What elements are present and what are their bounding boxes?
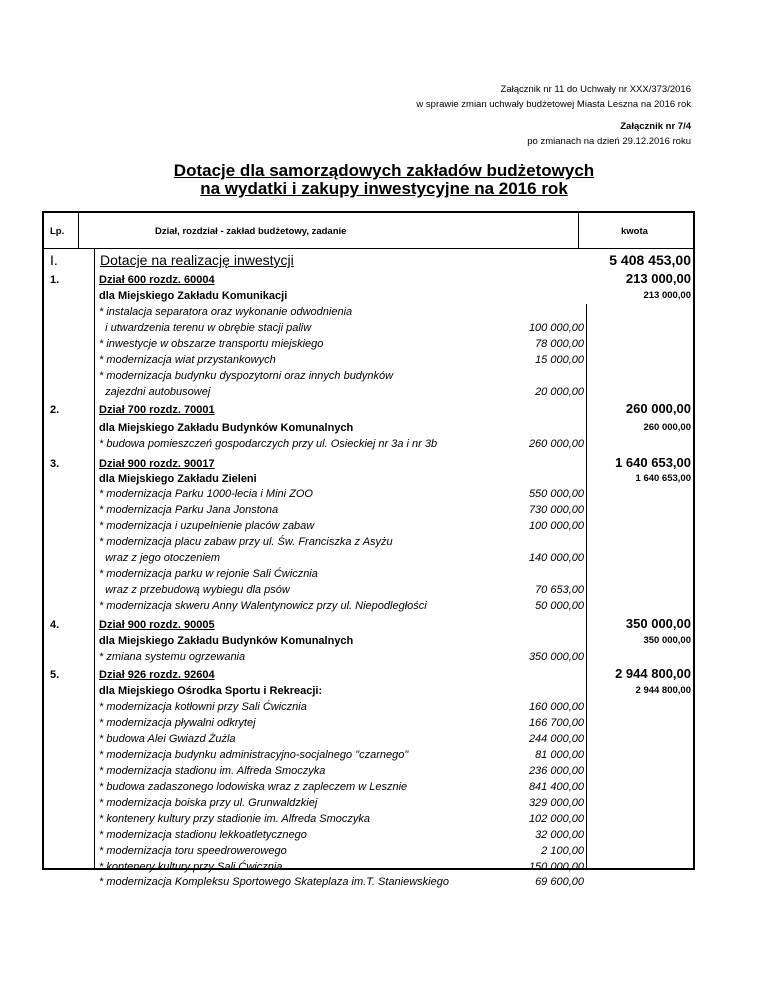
group-number: 4. [50,619,60,631]
group-unit: dla Miejskiego Ośrodka Sportu i Rekreacji: [99,685,323,697]
task-amount: 244 000,00 [528,733,584,745]
group-unit: dla Miejskiego Zakładu Budynków Komunalnych [99,635,354,647]
task-line: * budowa zadaszonego lodowiska wraz z zapleczem w Lesznie [99,781,408,793]
column-divider [586,304,587,868]
task-line: * modernizacja boiska przy ul. Grunwaldzkiej [99,797,318,809]
group-unit: dla Miejskiego Zakładu Budynków Komunalnych [99,422,354,434]
section-title: Dotacje na realizację inwestycji [100,252,294,268]
task-line: * modernizacja parku w rejonie Sali Ćwicznia [99,568,318,580]
group-number: 2. [50,404,60,416]
group-total: 350 000,00 [625,616,691,631]
task-amount: 100 000,00 [528,520,584,532]
header-rule [44,248,693,249]
task-amount: 841 400,00 [528,781,584,793]
group-unit: dla Miejskiego Zakładu Komunikacji [99,290,288,302]
task-line: * modernizacja stadionu im. Alfreda Smoczyka [99,765,326,777]
task-line: * modernizacja Parku Jana Jonstona [99,504,279,516]
group-number: 1. [50,274,60,286]
task-line: * modernizacja stadionu lekkoatletycznego [99,829,307,841]
group-total: 213 000,00 [625,271,691,286]
group-number: 3. [50,458,60,470]
status-date: po zmianach na dzień 29.12.2016 roku [527,136,691,147]
header-description: Dział, rozdział - zakład budżetowy, zadanie [155,226,347,237]
task-amount: 78 000,00 [535,338,584,350]
task-line: i utwardzenia terenu w obrębie stacji paliw [99,322,312,334]
subsidies-table [42,211,695,888]
task-amount: 550 000,00 [528,488,584,500]
annex-number: Załącznik nr 7/4 [620,121,691,132]
group-chapter: Dział 900 rozdz. 90017 [99,458,215,470]
task-amount: 236 000,00 [528,765,584,777]
task-amount: 140 000,00 [528,552,584,564]
group-total: 2 944 800,00 [615,666,691,681]
task-amount: 166 700,00 [528,717,584,729]
task-amount: 20 000,00 [535,386,584,398]
task-line: wraz z jego otoczeniem [99,552,221,564]
group-chapter: Dział 926 rozdz. 92604 [99,669,215,681]
task-line: * modernizacja i uzupełnienie placów zabaw [99,520,315,532]
task-line: * modernizacja Kompleksu Sportowego Skateplaza im.T. Staniewskiego [99,876,449,888]
unit-total: 213 000,00 [643,290,691,301]
task-line: * modernizacja budynku dyspozytorni oraz innych budynków [99,370,394,382]
group-chapter: Dział 700 rozdz. 70001 [99,404,215,416]
task-line: * instalacja separatora oraz wykonanie odwodnienia [99,306,353,318]
task-line: * modernizacja pływalni odkrytej [99,717,256,729]
unit-total: 1 640 653,00 [635,473,691,484]
task-amount: 50 000,00 [535,600,584,612]
unit-total: 260 000,00 [643,422,691,433]
page-title-line1: Dotacje dla samorządowych zakładów budżetowych [173,161,595,180]
unit-total: 350 000,00 [643,635,691,646]
task-amount: 329 000,00 [528,797,584,809]
resolution-reference: Załącznik nr 11 do Uchwały nr XXX/373/2016 [500,84,691,95]
task-line: wraz z przebudową wybiegu dla psów [99,584,290,596]
task-line: * kontenery kultury przy stadionie im. Alfreda Smoczyka [99,813,371,825]
section-total: 5 408 453,00 [609,252,691,268]
column-divider [578,213,579,248]
task-line: * modernizacja skweru Anny Walentynowicz przy ul. Niepodległości [99,600,427,612]
unit-total: 2 944 800,00 [635,685,691,696]
group-total: 1 640 653,00 [615,455,691,470]
task-line: * zmiana systemu ogrzewania [99,651,246,663]
task-line: * modernizacja kotłowni przy Sali Ćwicznia [99,701,307,713]
page-title-line2: na wydatki i zakupy inwestycyjne na 2016 rok [200,179,568,198]
task-line: * modernizacja wiat przystankowych [99,354,276,366]
task-amount: 69 600,00 [535,876,584,888]
task-amount: 70 653,00 [535,584,584,596]
group-number: 5. [50,669,60,681]
task-amount: 160 000,00 [528,701,584,713]
group-chapter: Dział 600 rozdz. 60004 [99,274,215,286]
task-line: * budowa Alei Gwiazd Żużla [99,733,236,745]
task-amount: 2 100,00 [541,845,584,857]
task-line: * modernizacja placu zabaw przy ul. Św. Franciszka z Asyżu [99,536,393,548]
group-unit: dla Miejskiego Zakładu Zieleni [99,473,257,485]
task-amount: 32 000,00 [535,829,584,841]
section-number: I. [50,252,58,268]
task-line: zajezdni autobusowej [99,386,211,398]
task-line: * budowa pomieszczeń gospodarczych przy ul. Osieckiej nr 3a i nr 3b [99,438,438,450]
group-total: 260 000,00 [625,401,691,416]
task-amount: 730 000,00 [528,504,584,516]
task-line: * inwestycje w obszarze transportu miejskiego [99,338,324,350]
column-divider [94,248,95,868]
task-amount: 15 000,00 [535,354,584,366]
task-amount: 102 000,00 [528,813,584,825]
task-line: * modernizacja Parku 1000-lecia i Mini ZOO [99,488,313,500]
header-amount: kwota [621,226,648,237]
task-amount: 350 000,00 [528,651,584,663]
header-lp: Lp. [50,226,65,237]
task-amount: 81 000,00 [535,749,584,761]
task-amount: 150 000,00 [528,861,584,873]
task-amount: 260 000,00 [528,438,584,450]
task-line: * modernizacja toru speedrowerowego [99,845,287,857]
group-chapter: Dział 900 rozdz. 90005 [99,619,215,631]
column-divider [78,213,79,248]
resolution-subject: w sprawie zmian uchwały budżetowej Miasta Leszna na 2016 rok [416,99,691,110]
task-line: * modernizacja budynku administracyjno-socjalnego "czarnego" [99,749,409,761]
task-line: * kontenery kultury przy Sali Ćwicznia [99,861,283,873]
task-amount: 100 000,00 [528,322,584,334]
